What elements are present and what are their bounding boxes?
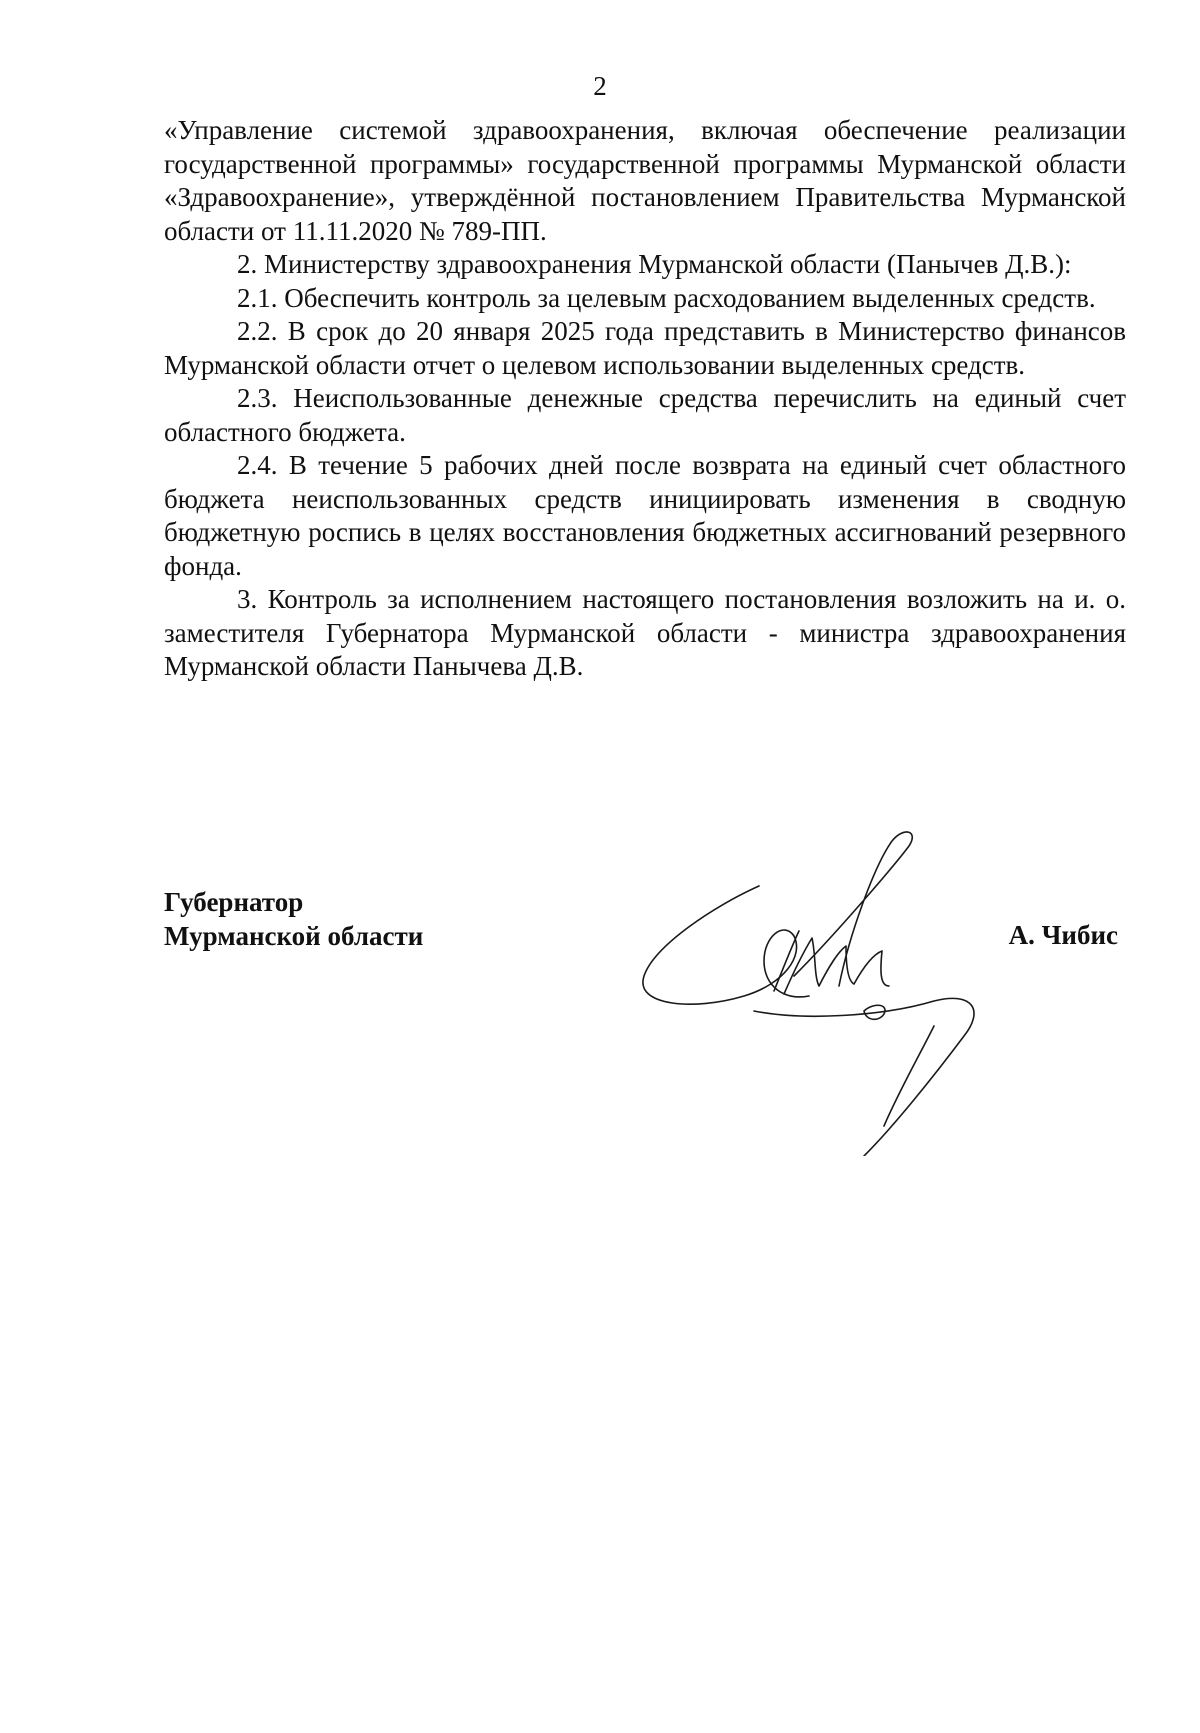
paragraph-item-2-1: 2.1. Обеспечить контроль за целевым расходованием выделенных средств. (237, 282, 1096, 313)
signatory-title-line-1: Губернатор (164, 887, 304, 917)
paragraph-item-2-4: 2.4. В течение 5 рабочих дней после возврата на единый счет областного бюджета неиспользованных средств инициировать изменения в сводную бюджетную роспись в целях восстановления бюджетных ассигнований резервного фонда. (164, 450, 1126, 581)
paragraph-item-2: 2. Министерству здравоохранения Мурманской области (Панычев Д.В.): (237, 249, 1072, 279)
page-number: 2 (593, 71, 607, 101)
paragraph-program-continuation: «Управление системой здравоохранения, включая обеспечение реализации государственной программы» государственной программы Мурманской области «Здравоохранение», утверждённой постановлением Правительства Мурманской области от 11.11.2020 № 789-ПП. (164, 115, 1126, 246)
handwritten-signature (634, 826, 994, 1156)
paragraph-item-3: 3. Контроль за исполнением настоящего постановления возложить на и. о. заместителя Губернатора Мурманской области - министра здравоохранения Мурманской области Панычева Д.В. (164, 584, 1126, 681)
paragraph-item-2-2: 2.2. В срок до 20 января 2025 года представить в Министерство финансов Мурманской области отчет о целевом использовании выделенных средств. (164, 316, 1126, 380)
signatory-name: А. Чибис (1008, 920, 1118, 950)
document-body (164, 114, 1126, 684)
signatory-title-line-2: Мурманской области (164, 920, 424, 951)
signature-block (164, 886, 1126, 1166)
paragraph-item-2-3: 2.3. Неиспользованные денежные средства перечислить на единый счет областного бюджета. (164, 383, 1126, 447)
signatory-title (164, 886, 423, 953)
